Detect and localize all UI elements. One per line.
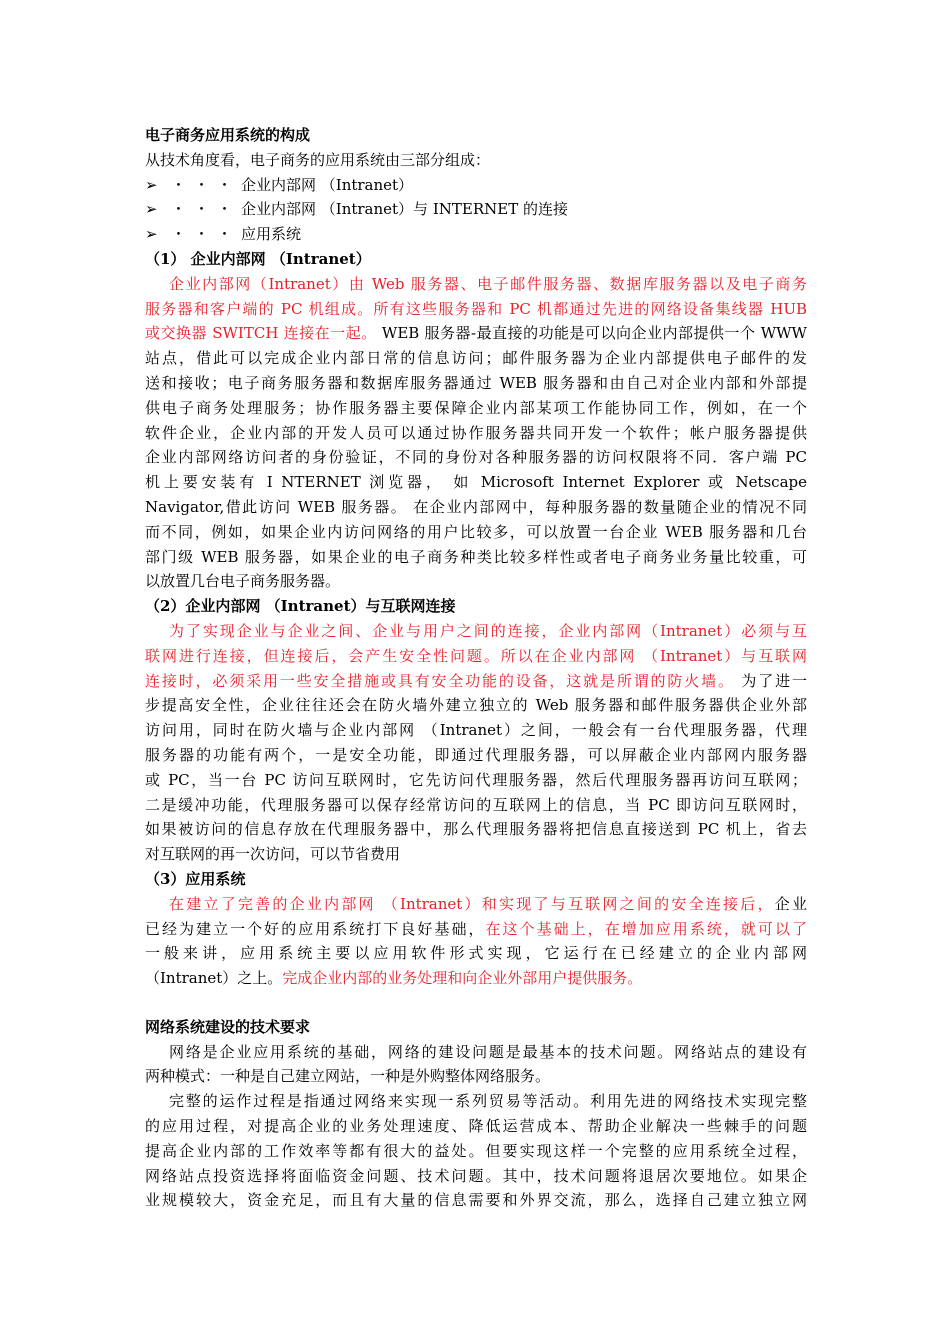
paragraph-line: 访问用，同时在防火墙与企业内部网 （Intranet）之间，一般会有一台代理服务器，代理 (145, 721, 807, 740)
highlight-text: 在建立了完善的企业内部网 （Intranet）和实现了与互联网之间的安全连接后， (169, 894, 775, 913)
paragraph-line: 或 PC，当一台 PC 访问互联网时，它先访问代理服务器，然后代理服务器再访问互联网； (145, 770, 807, 789)
bullet-dots: ・・・ (171, 200, 241, 219)
paragraph-line: 网络是企业应用系统的基础，网络的建设问题是最基本的技术问题。网络站点的建设有 (169, 1042, 807, 1061)
paragraph-line: 软件企业，企业内部的开发人员可以通过协作服务器共同开发一个软件；帐户服务器提供 (145, 423, 807, 442)
list-item-text: 企业内部网 （Intranet） (241, 175, 414, 194)
paragraph-line: Navigator,借此访问 WEB 服务器。 在企业内部网中，每种服务器的数量随企业的情况不同 (145, 497, 807, 516)
paragraph-line: 部门级 WEB 服务器，如果企业的电子商务种类比较多样性或者电子商务业务量比较重，可 (145, 547, 807, 566)
paragraph-line: 企业内部网络访问者的身份验证，不同的身份对各种服务器的访问权限将不同．客户端 PC (145, 448, 807, 467)
paragraph-line: 如果被访问的信息存放在代理服务器中，那么代理服务器将把信息直接送到 PC 机上，省去 (145, 820, 807, 839)
subsection-heading: （2）企业内部网 （Intranet）与互联网连接 (145, 597, 456, 616)
paragraph-operation (145, 1089, 807, 1213)
paragraph-internet-connection (145, 619, 807, 867)
list-item (145, 197, 807, 222)
arrow-bullet-icon: ➢ (145, 175, 158, 194)
paragraph-line: 站点，借此可以完成企业内部日常的信息访问；邮件服务器为企业内部提供电子邮件的发 (145, 349, 807, 368)
highlight-text: 或交换器 SWITCH 连接在一起。 (145, 324, 377, 343)
arrow-bullet-icon: ➢ (145, 225, 158, 244)
paragraph-line: 供电子商务处理服务；协作服务器主要保障企业内部某项工作能协同工作，例如，在一个 (145, 398, 807, 417)
arrow-bullet-icon: ➢ (145, 200, 158, 219)
paragraph-line (145, 917, 807, 942)
highlight-text: 连接时，必须采用一些安全措施或具有安全功能的设备，这就是所谓的防火墙。 (145, 671, 735, 690)
list-item-text: 企业内部网 （Intranet）与 INTERNET 的连接 (241, 200, 568, 219)
paragraph-line: 二是缓冲功能，代理服务器可以保存经常访问的互联网上的信息，当 PC 即访问互联网时， (145, 795, 807, 814)
subsection-heading: （3）应用系统 (145, 869, 246, 888)
document-page (145, 123, 807, 1213)
section-title: 网络系统建设的技术要求 (145, 1017, 311, 1036)
paragraph-line: 而不同，例如，如果企业内访问网络的用户比较多，可以放置一台企业 WEB 服务器和几台 (145, 522, 807, 541)
body-text: 企业 (774, 894, 807, 913)
paragraph-network (145, 1040, 807, 1090)
subsection-heading: （1） 企业内部网 （Intranet） (145, 249, 371, 268)
paragraph-application-system (145, 892, 807, 991)
paragraph-line (145, 892, 807, 917)
list-item (145, 222, 807, 247)
paragraph-line: 企业内部网（Intranet）由 Web 服务器、电子邮件服务器、数据库服务器以及电子商务 (169, 274, 807, 293)
paragraph-line: 网络站点投资选择将面临资金问题、技术问题。其中，技术问题将退居次要地位。如果企 (145, 1166, 807, 1185)
paragraph-line: 联网进行连接，但连接后，会产生安全性问题。所以在企业内部网 （Intranet）与互联网 (145, 646, 807, 665)
list-item (145, 173, 807, 198)
body-text: 为了进一 (734, 671, 807, 690)
paragraph-line: 提高企业内部的工作效率等都有很大的益处。但要实现这样一个完整的应用系统全过程， (145, 1141, 807, 1160)
list-item-text: 应用系统 (241, 225, 302, 244)
bullet-dots: ・・・ (171, 225, 241, 244)
paragraph-line: 的应用过程，对提高企业的业务处理速度、降低运营成本、帮助企业解决一些棘手的问题 (145, 1117, 807, 1136)
body-text: （Intranet）之上。 (145, 969, 283, 988)
paragraph-line: 两种模式：一种是自己建立网站，一种是外购整体网络服务。 (145, 1067, 551, 1086)
paragraph-line: 步提高安全性，企业往往还会在防火墙外建立独立的 Web 服务器和邮件服务器供企业外部 (145, 696, 807, 715)
paragraph-line: 服务器的功能有两个，一是安全功能，即通过代理服务器，可以屏蔽企业内部网内服务器 (145, 745, 807, 764)
paragraph-line: 一般来讲，应用系统主要以应用软件形式实现，它运行在已经建立的企业内部网 (145, 944, 807, 963)
paragraph-line: 为了实现企业与企业之间、企业与用户之间的连接，企业内部网（Intranet）必须与互 (169, 621, 807, 640)
paragraph-line: 对互联网的再一次访问，可以节省费用 (145, 845, 401, 864)
highlight-text: 在这个基础上，在增加应用系统，就可以了 (485, 919, 807, 938)
paragraph-line (145, 966, 807, 991)
paragraph-intranet (145, 272, 807, 594)
paragraph-line: 以放置几台电子商务服务器。 (145, 572, 341, 591)
paragraph-line: 业规模较大，资金充足，而且有大量的信息需要和外界交流，那么，选择自己建立独立网 (145, 1191, 807, 1210)
paragraph-line: 服务器和客户端的 PC 机组成。所有这些服务器和 PC 机都通过先进的网络设备集线器 HUB (145, 299, 807, 318)
section-spacer (145, 991, 807, 1015)
body-text: WEB 服务器-最直接的功能是可以向企业内部提供一个 WWW (376, 324, 807, 343)
paragraph-line (145, 321, 807, 346)
paragraph-line: 完整的运作过程是指通过网络来实现一系列贸易等活动。利用先进的网络技术实现完整 (169, 1092, 807, 1111)
paragraph-line: 送和接收；电子商务服务器和数据库服务器通过 WEB 服务器和由自己对企业内部和外部提 (145, 373, 807, 392)
paragraph-line (145, 669, 807, 694)
highlight-text: 完成企业内部的业务处理和向企业外部用户提供服务。 (282, 969, 643, 988)
section-title: 电子商务应用系统的构成 (145, 126, 311, 144)
body-text: 已经为建立一个好的应用系统打下良好基础， (145, 919, 486, 938)
paragraph-line: 机上要安装有 I NTERNET 浏览器， 如 Microsoft Internet Explorer 或 Netscape (145, 473, 807, 492)
intro-paragraph: 从技术角度看，电子商务的应用系统由三部分组成： (145, 150, 491, 169)
bullet-dots: ・・・ (171, 175, 241, 194)
